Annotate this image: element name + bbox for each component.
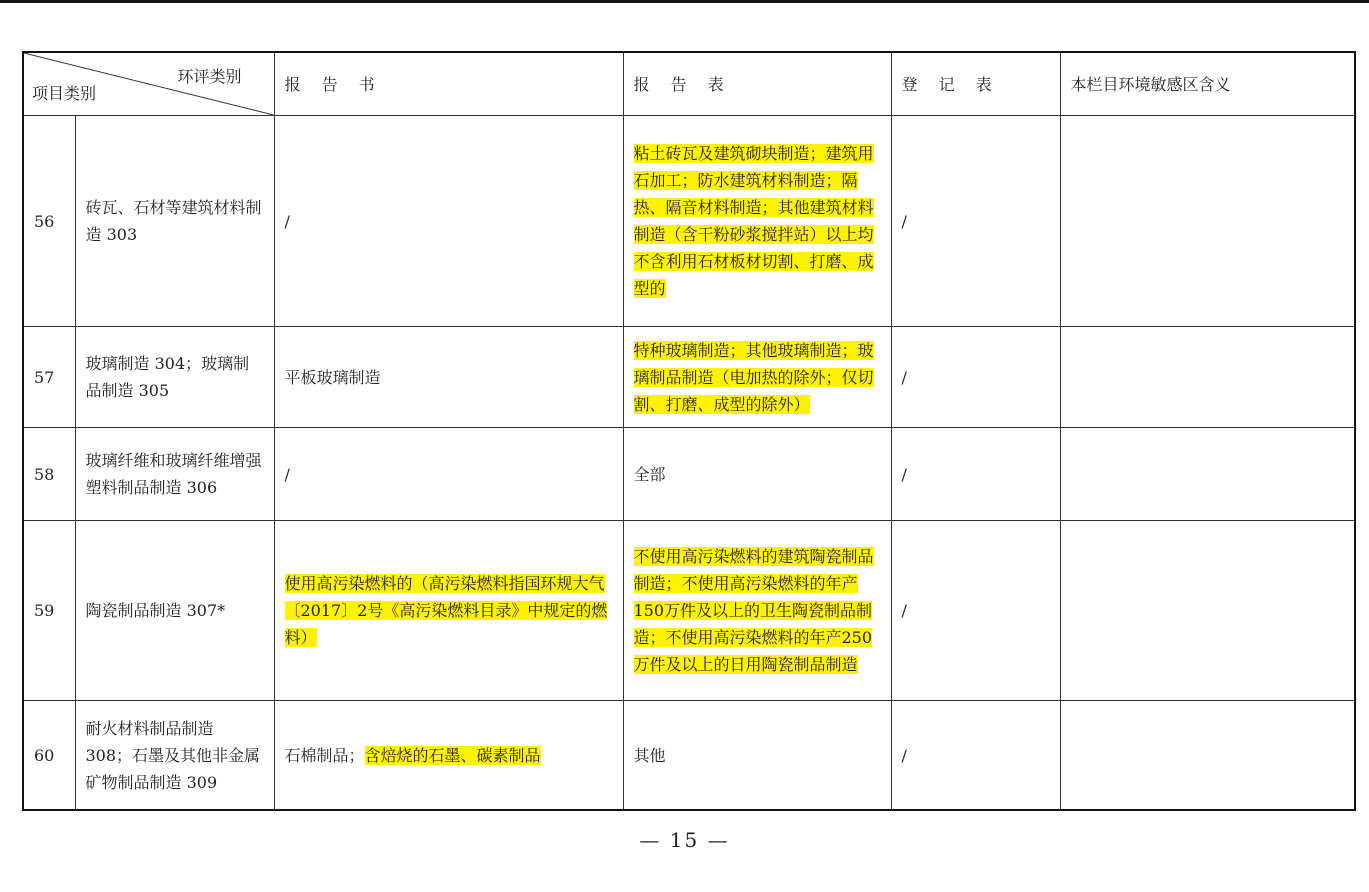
table-row <box>23 701 1355 810</box>
sensitive-area-cell <box>1060 428 1355 521</box>
report-form-cell: 全部 <box>623 428 891 521</box>
header-report-book: 报 告 书 <box>274 52 623 116</box>
row-number: 57 <box>23 327 75 428</box>
top-rule <box>0 0 1369 3</box>
register-cell: / <box>891 701 1060 810</box>
table-row <box>23 428 1355 521</box>
plain-text: 石棉制品； <box>284 745 365 765</box>
register-cell: / <box>891 116 1060 327</box>
project-category: 玻璃纤维和玻璃纤维增强塑料制品制造 306 <box>75 428 274 521</box>
project-category: 玻璃制造 304；玻璃制品制造 305 <box>75 327 274 428</box>
highlighted-text: 粘土砖瓦及建筑砌块制造；建筑用石加工；防水建筑材料制造；隔热、隔音材料制造；其他建筑材料制造（含干粉砂浆搅拌站）以上均不含利用石材板材切割、打磨、成型的 <box>633 144 874 299</box>
header-row <box>23 52 1355 116</box>
report-book-cell <box>274 521 623 701</box>
header-report-form: 报 告 表 <box>623 52 891 116</box>
report-book-cell: / <box>274 428 623 521</box>
sensitive-area-cell <box>1060 327 1355 428</box>
project-category: 耐火材料制品制造 308；石墨及其他非金属矿物制品制造 309 <box>75 701 274 810</box>
report-form-cell <box>623 327 891 428</box>
highlighted-text: 不使用高污染燃料的建筑陶瓷制品制造；不使用高污染燃料的年产150万件及以上的卫生陶瓷制品制造；不使用高污染燃料的年产250万件及以上的日用陶瓷制品制造 <box>633 547 874 675</box>
report-book-cell: 平板玻璃制造 <box>274 327 623 428</box>
highlighted-text: 使用高污染燃料的（高污染燃料指国环规大气〔2017〕2号《高污染燃料目录》中规定的燃料） <box>284 574 608 648</box>
table-row <box>23 521 1355 701</box>
row-number: 60 <box>23 701 75 810</box>
row-number: 59 <box>23 521 75 701</box>
report-book-cell: / <box>274 116 623 327</box>
table-row <box>23 116 1355 327</box>
table-row <box>23 327 1355 428</box>
row-number: 58 <box>23 428 75 521</box>
eia-category-table <box>22 51 1356 811</box>
project-category: 砖瓦、石材等建筑材料制造 303 <box>75 116 274 327</box>
sensitive-area-cell <box>1060 116 1355 327</box>
report-form-cell <box>623 521 891 701</box>
highlighted-text: 含焙烧的石墨、碳素制品 <box>364 745 541 765</box>
register-cell: / <box>891 428 1060 521</box>
report-book-cell <box>274 701 623 810</box>
page-number: — 15 — <box>639 828 730 852</box>
sensitive-area-cell <box>1060 701 1355 810</box>
sensitive-area-cell <box>1060 521 1355 701</box>
row-number: 56 <box>23 116 75 327</box>
corner-label-eia-category: 环评类别 <box>177 67 242 86</box>
project-category: 陶瓷制品制造 307* <box>75 521 274 701</box>
register-cell: / <box>891 327 1060 428</box>
register-cell: / <box>891 521 1060 701</box>
header-sensitive-area: 本栏目环境敏感区含义 <box>1060 52 1355 116</box>
highlighted-text: 特种玻璃制造；其他玻璃制造；玻璃制品制造（电加热的除外；仅切割、打磨、成型的除外） <box>633 340 874 414</box>
diagonal-header-cell <box>23 52 274 116</box>
report-form-cell: 其他 <box>623 701 891 810</box>
report-form-cell <box>623 116 891 327</box>
corner-label-project-category: 项目类别 <box>32 84 97 103</box>
header-register-form: 登 记 表 <box>891 52 1060 116</box>
